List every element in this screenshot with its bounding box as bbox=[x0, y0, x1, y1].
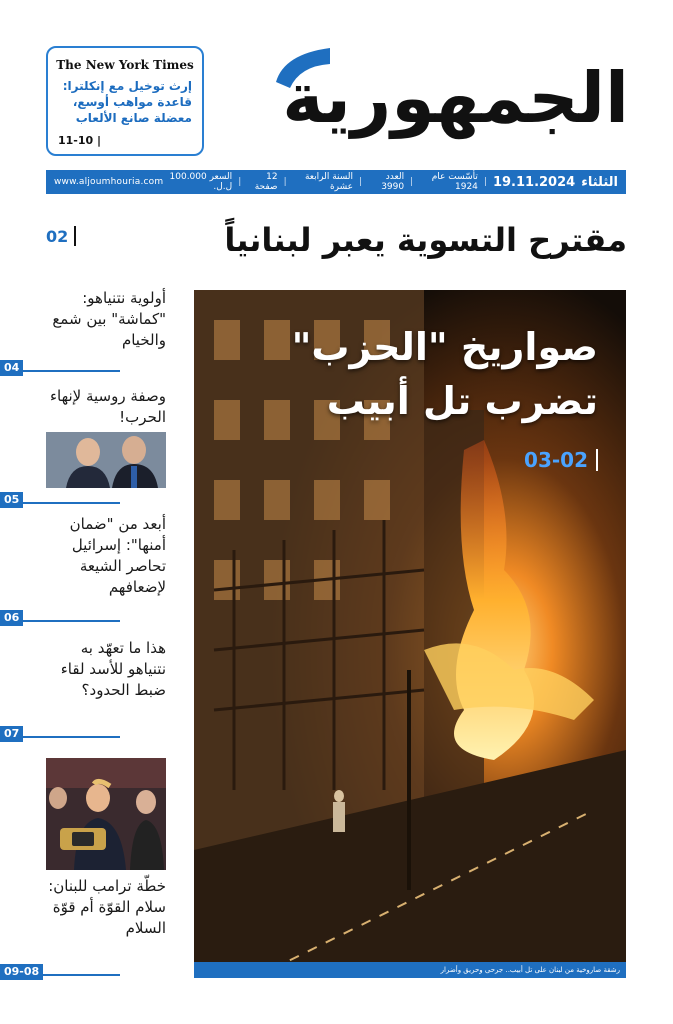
main-headline[interactable]: مقترح التسوية يعبر لبنانياً bbox=[224, 221, 627, 259]
newspaper-logo[interactable] bbox=[268, 40, 633, 160]
story-page-4 bbox=[0, 722, 120, 738]
leaders-image bbox=[46, 432, 166, 488]
founded-year: تأسّست عام 1924 bbox=[431, 172, 478, 192]
issue-date: 19.11.2024 bbox=[492, 174, 576, 190]
promo-source: The New York Times bbox=[56, 58, 194, 72]
trump-belt-image bbox=[46, 758, 166, 870]
main-headline-page[interactable] bbox=[46, 226, 76, 246]
story-page-5 bbox=[0, 960, 120, 976]
issue-day: الثلثاء bbox=[581, 174, 618, 190]
story-page-number: 06 bbox=[0, 610, 23, 626]
story-title: أولوية نتنياهو: "كماشة" بين شمع والخيام bbox=[52, 289, 166, 349]
separator: | bbox=[410, 177, 414, 187]
promo-text: إرث توخيل مع إنكلترا: قاعدة مواهب أوسع، معضلة صانع الألعاب bbox=[62, 79, 192, 125]
price: السعر 100.000 ل.ل. bbox=[169, 172, 233, 192]
story-page-number: 07 bbox=[0, 726, 23, 742]
issue-info bbox=[163, 172, 618, 192]
story-page-2 bbox=[0, 488, 120, 504]
sidebar-story-5[interactable] bbox=[46, 876, 166, 939]
lead-photo[interactable] bbox=[194, 290, 626, 978]
sidebar-story-1[interactable] bbox=[46, 288, 166, 351]
info-bar bbox=[46, 170, 626, 194]
promo-pages: 11-10 | bbox=[58, 134, 102, 147]
story-page-3 bbox=[0, 606, 120, 622]
photo-caption: رشقة صاروخية من لبنان على تل أبيب.. جرحى وحريق وأضرار bbox=[194, 962, 626, 978]
story-title: خطّة ترامب للبنان: سلام القوّة أم قوّة السلام bbox=[48, 877, 166, 937]
putin-netanyahu-photo[interactable] bbox=[46, 432, 166, 488]
main-page-number: 02 bbox=[46, 226, 69, 246]
story-title: وصفة روسية لإنهاء الحرب! bbox=[49, 387, 166, 426]
separator: | bbox=[283, 177, 287, 187]
issue-number: العدد 3990 bbox=[381, 172, 405, 192]
photo-headline-line2: تضرب تل أبيب bbox=[326, 379, 598, 423]
photo-page-ref bbox=[524, 448, 598, 472]
sidebar-story-3[interactable] bbox=[46, 514, 166, 598]
page-count: 12 صفحة bbox=[254, 172, 278, 192]
story-page-1 bbox=[0, 356, 120, 372]
logo-text: الجمهورية bbox=[282, 57, 629, 139]
sidebar-story-2[interactable] bbox=[46, 386, 166, 428]
photo-headline bbox=[292, 320, 598, 428]
photo-headline-line1: صواريخ "الحزب" bbox=[291, 325, 598, 369]
story-page-number: 09-08 bbox=[0, 964, 43, 980]
story-page-number: 05 bbox=[0, 492, 23, 508]
story-title: أبعد من "ضمان أمنها": إسرائيل تحاصر الشيعة لإضعافهم bbox=[69, 515, 166, 596]
divider bbox=[74, 226, 76, 246]
photo-page-number: 03-02 bbox=[524, 448, 588, 472]
separator: | bbox=[359, 177, 363, 187]
divider bbox=[596, 449, 598, 471]
sidebar-story-4[interactable] bbox=[46, 638, 166, 701]
story-title: هذا ما تعهّد به نتنياهو للأسد لقاء ضبط الحدود؟ bbox=[60, 639, 166, 699]
website-link[interactable]: www.aljoumhouria.com bbox=[54, 177, 164, 187]
story-page-number: 04 bbox=[0, 360, 23, 376]
separator: | bbox=[238, 177, 242, 187]
trump-photo[interactable] bbox=[46, 758, 166, 870]
publication-year: السنة الرابعة عشرة bbox=[304, 172, 354, 192]
promo-page-number: 11-10 bbox=[58, 134, 94, 147]
promo-box[interactable] bbox=[46, 46, 204, 156]
separator: | bbox=[483, 177, 487, 187]
